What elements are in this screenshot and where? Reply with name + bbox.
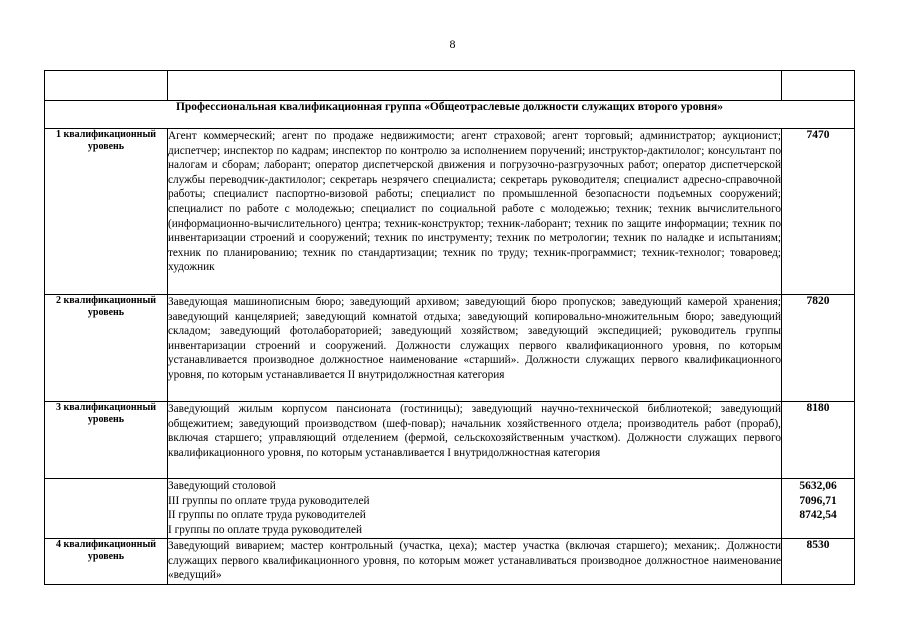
description-cell: Заведующий жилым корпусом пансионата (гостиницы); заведующий научно-технической библиотекой; заведующий общежитием; заведующий производством (шеф-повар); начальник хозяйственного отдела; производитель работ (прораб), включая старшего; управляющий отделением (фермой, сельскохозяйственным участком). Должности служащих первого квалификационного уровня, по которым устанавливается I внутридолжностная категория [168, 402, 782, 479]
level-label-suffix: уровень [87, 141, 125, 153]
description-cell: Заведующий виварием; мастер контрольный (участка, цеха); мастер участка (включая старшего); механик;. Должности служащих первого квалификационного уровня, по которым может устанавливаться производное должностное наименование «ведущий» [168, 539, 782, 585]
table-row [45, 539, 855, 585]
qualification-table [44, 70, 855, 585]
empty-level-cell [45, 479, 168, 539]
group-title: Профессиональная квалификационная группа «Общеотраслевые должности служащих второго уровня» [45, 101, 855, 129]
canteen-description-cell [168, 479, 782, 539]
level-label-suffix: уровень [87, 551, 125, 563]
level-cell [45, 295, 168, 402]
level-cell [45, 539, 168, 585]
level-cell [45, 402, 168, 479]
canteen-group-label: II группы по оплате труда руководителей [168, 509, 366, 522]
table-row [45, 295, 855, 402]
empty-description-cell [168, 71, 782, 101]
canteen-salary: 5632,06 [799, 480, 837, 492]
table-row-canteen [45, 479, 855, 539]
canteen-title: Заведующий столовой [168, 480, 276, 492]
canteen-salary: 8742,54 [799, 509, 837, 522]
salary-cell: 8180 [782, 402, 855, 479]
level-label: 1 квалификационный [55, 129, 157, 140]
group-title-row [45, 101, 855, 129]
salary-cell: 7820 [782, 295, 855, 402]
page-number: 8 [449, 37, 456, 51]
canteen-salary: 7096,71 [799, 494, 837, 507]
table-row [45, 129, 855, 295]
level-cell [45, 129, 168, 295]
table-row-empty [45, 71, 855, 101]
empty-level-cell [45, 71, 168, 101]
description-cell: Заведующая машинописным бюро; заведующий архивом; заведующий бюро пропусков; заведующий камерой хранения; заведующий канцелярией; заведующий комнатой отдыха; заведующий копировально-множительным бюро; заведующий складом; заведующий фотолабораторией; заведующий хозяйством; заведующий экспедицией; руководитель группы инвентаризации строений и сооружений. Должности служащих первого квалификационного уровня, по которым устанавливается производное должностное наименование «старший». Должности служащих первого квалификационного уровня, по которым устанавливается II внутридолжностная категория [168, 295, 782, 402]
level-label-suffix: уровень [87, 307, 125, 319]
canteen-group-label: I группы по оплате труда руководителей [168, 523, 363, 536]
level-label: 2 квалификационный [55, 295, 157, 306]
level-label-suffix: уровень [87, 414, 125, 426]
level-label: 4 квалификационный [55, 539, 157, 550]
canteen-salary-cell [782, 479, 855, 539]
level-label: 3 квалификационный [55, 402, 157, 413]
salary-cell: 8530 [782, 539, 855, 585]
empty-salary-cell [782, 71, 855, 101]
table-row [45, 402, 855, 479]
canteen-group-label: III группы по оплате труда руководителей [168, 494, 370, 507]
salary-cell: 7470 [782, 129, 855, 295]
description-cell: Агент коммерческий; агент по продаже недвижимости; агент страховой; агент торговый; администратор; аукционист; диспетчер; инспектор по кадрам; инспектор по контролю за исполнением поручений; инструктор-дактилолог; консультант по налогам и сборам; лаборант; оператор диспетчерской движения и погрузочно-разгрузочных работ; оператор диспетчерской службы переводчик-дактилолог; секретарь незрячего специалиста; секретарь руководителя; специалист адресно-справочной работы; специалист паспортно-визовой работы; специалист по промышленной безопасности подъемных сооружений; специалист по работе с молодежью; специалист по социальной работе с молодежью; техник; техник вычислительного (информационно-вычислительного) центра; техник-конструктор; техник-лаборант; техник по защите информации; техник по инвентаризации строений и сооружений; техник по инструменту; техник по метрологии; техник по наладке и испытаниям; техник по планированию; техник по стандартизации; техник по труду; техник-программист; техник-технолог; товаровед; художник [168, 129, 782, 295]
